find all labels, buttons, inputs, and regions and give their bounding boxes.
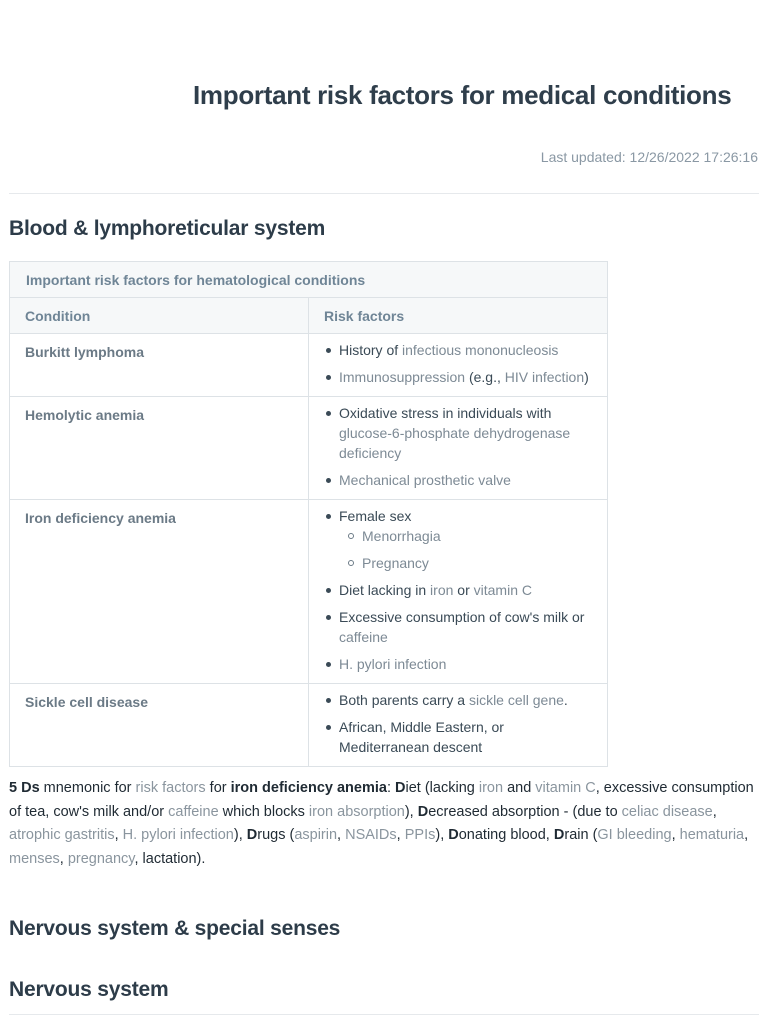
section-heading-nervous-special-senses: Nervous system & special senses — [9, 917, 341, 940]
risk-text: Female sex — [339, 508, 412, 524]
mnemonic-text: , excessive consumption of tea, cow's milk and/or — [9, 780, 754, 820]
mnemonic-link[interactable]: celiac disease — [621, 803, 713, 820]
table-row — [10, 397, 608, 500]
risk-text: History of — [339, 342, 403, 358]
risk-sublist — [339, 526, 597, 573]
mnemonic-text: , — [671, 827, 680, 843]
risk-list — [324, 690, 597, 757]
mnemonic-link[interactable]: iron — [478, 780, 504, 796]
risk-link[interactable]: vitamin C — [473, 582, 532, 598]
risk-link[interactable]: caffeine — [339, 629, 388, 645]
risk-factors-cell — [309, 684, 608, 767]
mnemonic-text: which blocks — [218, 803, 309, 820]
risk-subitem — [362, 553, 597, 573]
mnemonic-link[interactable]: PPIs — [404, 827, 436, 843]
risk-link[interactable]: Menorrhagia — [362, 528, 441, 544]
risk-list — [324, 340, 597, 387]
risk-item — [339, 367, 597, 387]
mnemonic-text: , — [134, 850, 143, 867]
mnemonic-text: and — [503, 780, 536, 796]
mnemonic-text: , — [114, 827, 123, 843]
risk-link[interactable]: sickle cell gene — [468, 692, 564, 708]
risk-factors-table — [9, 261, 608, 767]
risk-subitem — [362, 526, 597, 546]
mnemonic-text: , — [712, 803, 717, 820]
risk-factors-cell — [309, 500, 608, 684]
column-header-risk-factors: Risk factors — [309, 298, 608, 334]
mnemonic-link[interactable]: atrophic gastritis — [9, 827, 115, 843]
mnemonic-text: ecreased absorption - (due to — [428, 803, 622, 820]
risk-text: Excessive consumption of cow's milk or — [339, 609, 585, 625]
risk-item — [339, 340, 597, 360]
mnemonic-link[interactable]: caffeine — [168, 803, 219, 820]
mnemonic-bold: D — [448, 827, 459, 843]
risk-link[interactable]: HIV infection — [504, 369, 585, 385]
risk-text: ) — [584, 369, 589, 385]
risk-item — [339, 717, 597, 757]
last-updated: Last updated: 12/26/2022 17:26:16 — [540, 149, 758, 165]
mnemonic-text: mnemonic for — [39, 780, 136, 796]
risk-factors-cell — [309, 334, 608, 397]
divider — [9, 193, 759, 194]
risk-text: . — [563, 692, 568, 708]
risk-text: Diet lacking in — [339, 582, 431, 598]
mnemonic-text: rugs ( — [257, 827, 295, 843]
condition-cell: Iron deficiency anemia — [10, 500, 309, 684]
mnemonic-text: , — [396, 827, 405, 843]
risk-text: (e.g., — [465, 369, 505, 385]
page-title: Important risk factors for medical conditions — [193, 80, 732, 110]
column-header-condition: Condition — [10, 298, 309, 334]
condition-cell: Sickle cell disease — [10, 684, 309, 767]
mnemonic-bold: D — [417, 803, 429, 820]
mnemonic-link[interactable]: pregnancy — [67, 850, 135, 867]
table-row — [10, 334, 608, 397]
section-heading-blood: Blood & lymphoreticular system — [9, 217, 326, 240]
mnemonic-link[interactable]: hematuria — [679, 827, 745, 843]
mnemonic-bold: iron deficiency anemia — [230, 780, 387, 796]
risk-text: African, Middle Eastern, or Mediterranean descent — [339, 719, 504, 755]
risk-link[interactable]: iron — [430, 582, 454, 598]
risk-link[interactable]: Immunosuppression — [339, 369, 466, 385]
mnemonic-link[interactable]: vitamin C — [535, 780, 596, 796]
mnemonic-link[interactable]: NSAIDs — [345, 827, 397, 843]
condition-cell: Burkitt lymphoma — [10, 334, 309, 397]
risk-item — [339, 506, 597, 573]
mnemonic-text: for — [205, 780, 231, 796]
divider — [9, 1014, 759, 1015]
risk-factors-cell — [309, 397, 608, 500]
mnemonic-text: , — [337, 827, 346, 843]
table-row — [10, 500, 608, 684]
risk-list — [324, 506, 597, 674]
mnemonic-link[interactable]: H. pylori infection — [122, 827, 234, 843]
mnemonic-bold: D — [246, 827, 258, 843]
mnemonic-link[interactable]: risk factors — [135, 780, 206, 796]
risk-link[interactable]: infectious mononucleosis — [402, 342, 559, 358]
risk-link[interactable]: H. pylori infection — [339, 656, 447, 672]
mnemonic-bold: D — [553, 827, 565, 843]
mnemonic-link[interactable]: aspirin — [294, 827, 338, 843]
risk-item — [339, 607, 597, 647]
condition-cell: Hemolytic anemia — [10, 397, 309, 500]
risk-text: or — [453, 582, 474, 598]
risk-text: Both parents carry a — [339, 692, 469, 708]
risk-list — [324, 403, 597, 490]
mnemonic-text: rain ( — [564, 827, 598, 843]
mnemonic-text: , — [744, 827, 749, 843]
mnemonic-text: : — [386, 780, 396, 796]
mnemonic-link[interactable]: menses — [9, 850, 60, 867]
mnemonic-paragraph — [9, 777, 754, 871]
risk-item — [339, 580, 597, 600]
risk-link[interactable]: Mechanical prosthetic valve — [339, 472, 511, 488]
risk-item — [339, 403, 597, 463]
risk-link[interactable]: glucose-6-phosphate dehydrogenase deficiency — [339, 425, 571, 461]
risk-item — [339, 470, 597, 490]
mnemonic-text: , — [59, 850, 68, 867]
mnemonic-text: ), — [233, 827, 247, 843]
mnemonic-link[interactable]: iron absorption — [308, 803, 405, 820]
mnemonic-bold: D — [395, 780, 406, 796]
risk-link[interactable]: Pregnancy — [362, 555, 429, 571]
mnemonic-text: ), — [404, 803, 418, 820]
mnemonic-text: onating blood, — [458, 827, 554, 843]
risk-text: Oxidative stress in individuals with — [339, 405, 552, 421]
mnemonic-text: ), — [435, 827, 449, 843]
mnemonic-link[interactable]: GI bleeding — [597, 827, 672, 843]
table-caption: Important risk factors for hematological conditions — [10, 262, 608, 298]
risk-item — [339, 690, 597, 710]
risk-item — [339, 654, 597, 674]
mnemonic-bold: 5 Ds — [9, 780, 40, 796]
section-heading-nervous: Nervous system — [9, 978, 169, 1001]
table-row — [10, 684, 608, 767]
mnemonic-text: iet (lacking — [405, 780, 479, 796]
mnemonic-text: lactation). — [142, 850, 206, 867]
